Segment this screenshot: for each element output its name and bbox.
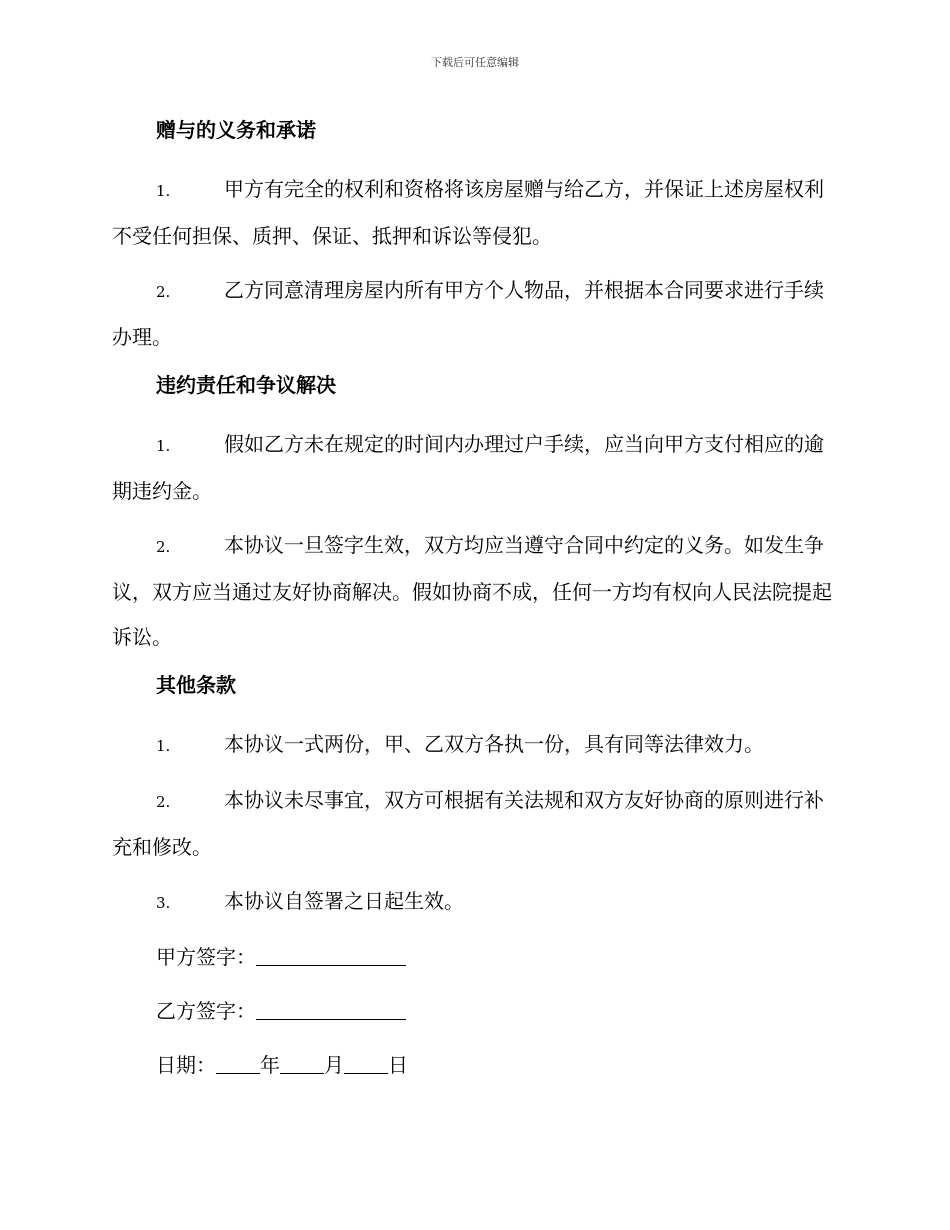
clause-text: 本协议自签署之日起生效。 bbox=[224, 889, 464, 913]
clause-number: 1. bbox=[156, 437, 171, 455]
clause-number: 1. bbox=[156, 182, 171, 200]
clause-item bbox=[112, 722, 834, 769]
party-b-signature-label: 乙方签字： bbox=[156, 999, 256, 1023]
clause-text: 甲方有完全的权利和资格将该房屋赠与给乙方，并保证上述房屋权利不受任何担保、质押、保证、抵押和诉讼等侵犯。 bbox=[112, 177, 824, 248]
clause-item bbox=[112, 167, 834, 259]
clause-number: 1. bbox=[156, 737, 171, 755]
party-b-signature-blank bbox=[256, 999, 406, 1020]
clause-text: 假如乙方未在规定的时间内办理过户手续，应当向甲方支付相应的逾期违约金。 bbox=[112, 432, 824, 503]
year-blank bbox=[216, 1053, 260, 1074]
clause-text: 乙方同意清理房屋内所有甲方个人物品，并根据本合同要求进行手续办理。 bbox=[112, 278, 824, 349]
section-heading: 违约责任和争议解决 bbox=[156, 373, 336, 397]
clause-number: 2. bbox=[156, 283, 171, 301]
clause-item bbox=[112, 268, 834, 360]
section-heading: 其他条款 bbox=[156, 673, 236, 697]
clause-item bbox=[112, 422, 834, 514]
page-header-note: 下载后可任意编辑 bbox=[431, 56, 519, 69]
party-a-signature-label: 甲方签字： bbox=[156, 945, 256, 969]
day-blank bbox=[344, 1053, 388, 1074]
clause-text: 本协议未尽事宜，双方可根据有关法规和双方友好协商的原则进行补充和修改。 bbox=[112, 788, 824, 859]
section-heading: 赠与的义务和承诺 bbox=[156, 118, 316, 142]
clause-item bbox=[112, 778, 834, 870]
party-a-signature bbox=[156, 935, 834, 980]
document-body bbox=[112, 114, 834, 1097]
month-blank bbox=[280, 1053, 324, 1074]
clause-number: 3. bbox=[156, 894, 171, 912]
party-b-signature bbox=[156, 989, 834, 1034]
date-label: 日期： bbox=[156, 1053, 216, 1077]
month-label: 月 bbox=[324, 1053, 344, 1077]
clause-text: 本协议一旦签字生效，双方均应当遵守合同中约定的义务。如发生争议，双方应当通过友好协商解决。假如协商不成，任何一方均有权向人民法院提起诉讼。 bbox=[112, 533, 832, 649]
day-label: 日 bbox=[388, 1053, 408, 1077]
clause-number: 2. bbox=[156, 538, 171, 556]
party-a-signature-blank bbox=[256, 945, 406, 966]
clause-item bbox=[112, 523, 834, 660]
clause-text: 本协议一式两份，甲、乙双方各执一份，具有同等法律效力。 bbox=[224, 732, 764, 756]
clause-item bbox=[112, 879, 834, 926]
year-label: 年 bbox=[260, 1053, 280, 1077]
signature-date bbox=[156, 1043, 834, 1088]
clause-number: 2. bbox=[156, 793, 171, 811]
